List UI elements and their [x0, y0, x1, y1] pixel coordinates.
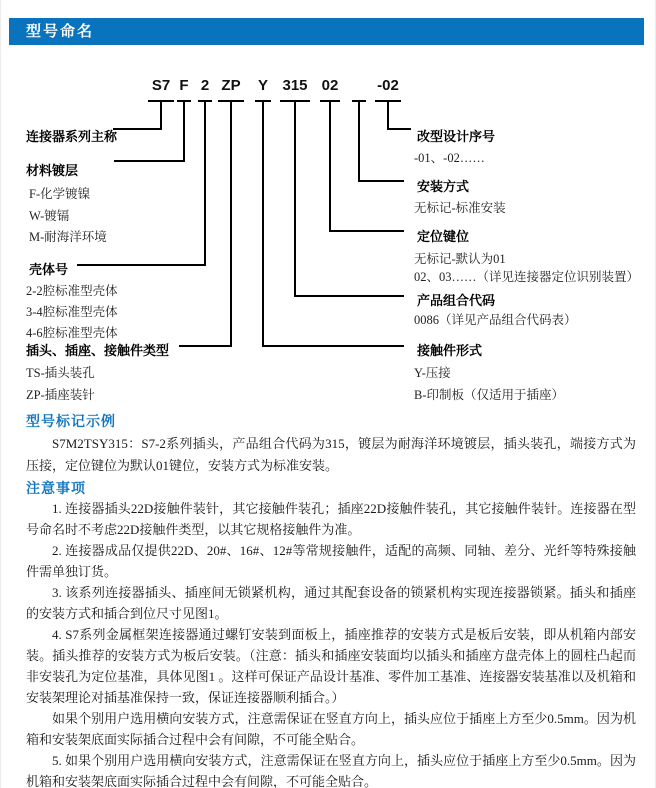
diagram-label-item: -01、-02……	[414, 151, 485, 165]
diagram-label-item: B-印制板（仅适用于插座）	[414, 388, 565, 402]
code-drop-line	[204, 100, 206, 266]
diagram-label-item: ZP-插座装针	[26, 388, 95, 402]
label-connector-line	[114, 160, 185, 162]
label-connector-line	[387, 128, 411, 130]
diagram-label-item: TS-插头装孔	[26, 366, 95, 380]
note-paragraph: 如果个别用户选用横向安装方式，注意需保证在竖直方向上，插头应位于插座上方至少0.5mm。因为机箱和安装架底面实际插合过程中会有间隙，不可能全贴合。	[26, 711, 636, 747]
model-code-part: 2	[200, 77, 210, 94]
diagram-label-item: 0086（详见产品组合代码表）	[414, 313, 577, 327]
diagram-label-title: 产品组合代码	[417, 293, 496, 308]
diagram-label-title: 连接器系列主称	[26, 129, 118, 144]
example-heading: 型号标记示例	[26, 413, 116, 429]
note-paragraph: 4. S7系列金属框架连接器通过螺钉安装到面板上，插座推荐的安装方式是板后安装，即从机箱内部安装。插头推荐的安装方式为板后安装。（注意：插头和插座安装面均以插头和插座方盘壳体上的圆柱凸起而非安装孔为定位基准，具体见图1 。这样可保证产品设计基准、零件加工基准、连接器安装基准以及机箱和安装架理论对插基准保持一致，保证连接器顺利插合。）	[26, 627, 636, 705]
model-code-part: -02	[377, 77, 399, 94]
code-drop-line	[262, 100, 264, 347]
code-drop-line	[160, 100, 162, 130]
label-connector-line	[77, 264, 206, 266]
diagram-label-title: 壳体号	[29, 262, 69, 277]
diagram-label-item: Y-压接	[414, 366, 451, 380]
section-header-bar	[9, 18, 644, 45]
code-drop-line	[358, 100, 360, 182]
notes-heading: 注意事项	[26, 480, 86, 496]
diagram-label-item: 3-4腔标准型壳体	[26, 305, 118, 319]
label-connector-line	[262, 345, 404, 347]
diagram-label-item: 无标记-标准安装	[414, 201, 506, 215]
model-code-part: 315	[282, 77, 308, 94]
diagram-label-item: M-耐海洋环境	[29, 230, 107, 244]
note-paragraph: 2. 连接器成品仅提供22D、20#、16#、12#等常规接触件，适配的高频、同轴、差分、光纤等特殊接触件需单独订货。	[26, 543, 636, 579]
code-drop-line	[183, 100, 185, 162]
diagram-label-item: 无标记-默认为01	[414, 252, 506, 266]
model-code-part: Y	[257, 77, 269, 94]
diagram-label-title: 插头、插座、接触件类型	[26, 343, 170, 358]
model-code-part: S7	[151, 77, 171, 94]
page-title: 型号命名	[26, 23, 95, 40]
label-connector-line	[329, 230, 404, 232]
diagram-label-item: F-化学镀镍	[29, 187, 91, 201]
note-paragraph: 5. 如果个别用户选用横向安装方式，注意需保证在竖直方向上，插头应位于插座上方至少0.5mm。因为机箱和安装架底面实际插合过程中会有间隙，不可能全贴合。	[26, 753, 636, 788]
code-drop-line	[230, 100, 232, 347]
example-paragraph: S7M2TSY315：S7-2系列插头，产品组合代码为315，镀层为耐海洋环境镀层，插头装孔，端接方式为压接，定位键位为默认01键位，安装方式为标准安装。	[26, 436, 636, 473]
note-paragraph: 1. 连接器插头22D接触件装针，其它接触件装孔；插座22D接触件装孔，其它接触件装针。连接器在型号命名时不考虑22D接触件类型，以其它规格接触件为准。	[26, 501, 636, 537]
label-connector-line	[358, 180, 404, 182]
label-connector-line	[113, 128, 162, 130]
diagram-label-title: 材料镀层	[26, 163, 79, 178]
model-code-part: 02	[321, 77, 339, 94]
code-drop-line	[329, 100, 331, 232]
diagram-label-title: 改型设计序号	[417, 129, 496, 144]
diagram-label-item: W-镀镉	[29, 209, 70, 223]
diagram-label-title: 定位键位	[417, 229, 470, 244]
diagram-label-item: 4-6腔标准型壳体	[26, 326, 118, 340]
code-drop-line	[294, 100, 296, 297]
diagram-label-title: 接触件形式	[417, 343, 483, 358]
model-code-part: ZP	[221, 77, 241, 94]
diagram-label-item: 2-2腔标准型壳体	[26, 284, 118, 298]
diagram-label-item: 02、03……（详见连接器定位识别装置）	[414, 270, 640, 284]
model-code-part: F	[179, 77, 189, 94]
notes-list	[26, 498, 636, 788]
label-connector-line	[179, 345, 232, 347]
diagram-label-title: 安装方式	[417, 179, 470, 194]
code-drop-line	[387, 100, 389, 130]
label-connector-line	[294, 295, 404, 297]
note-paragraph: 3. 该系列连接器插头、插座间无锁紧机构，通过其配套设备的锁紧机构实现连接器锁紧。插头和插座的安装方式和插合到位尺寸见图1。	[26, 585, 636, 621]
